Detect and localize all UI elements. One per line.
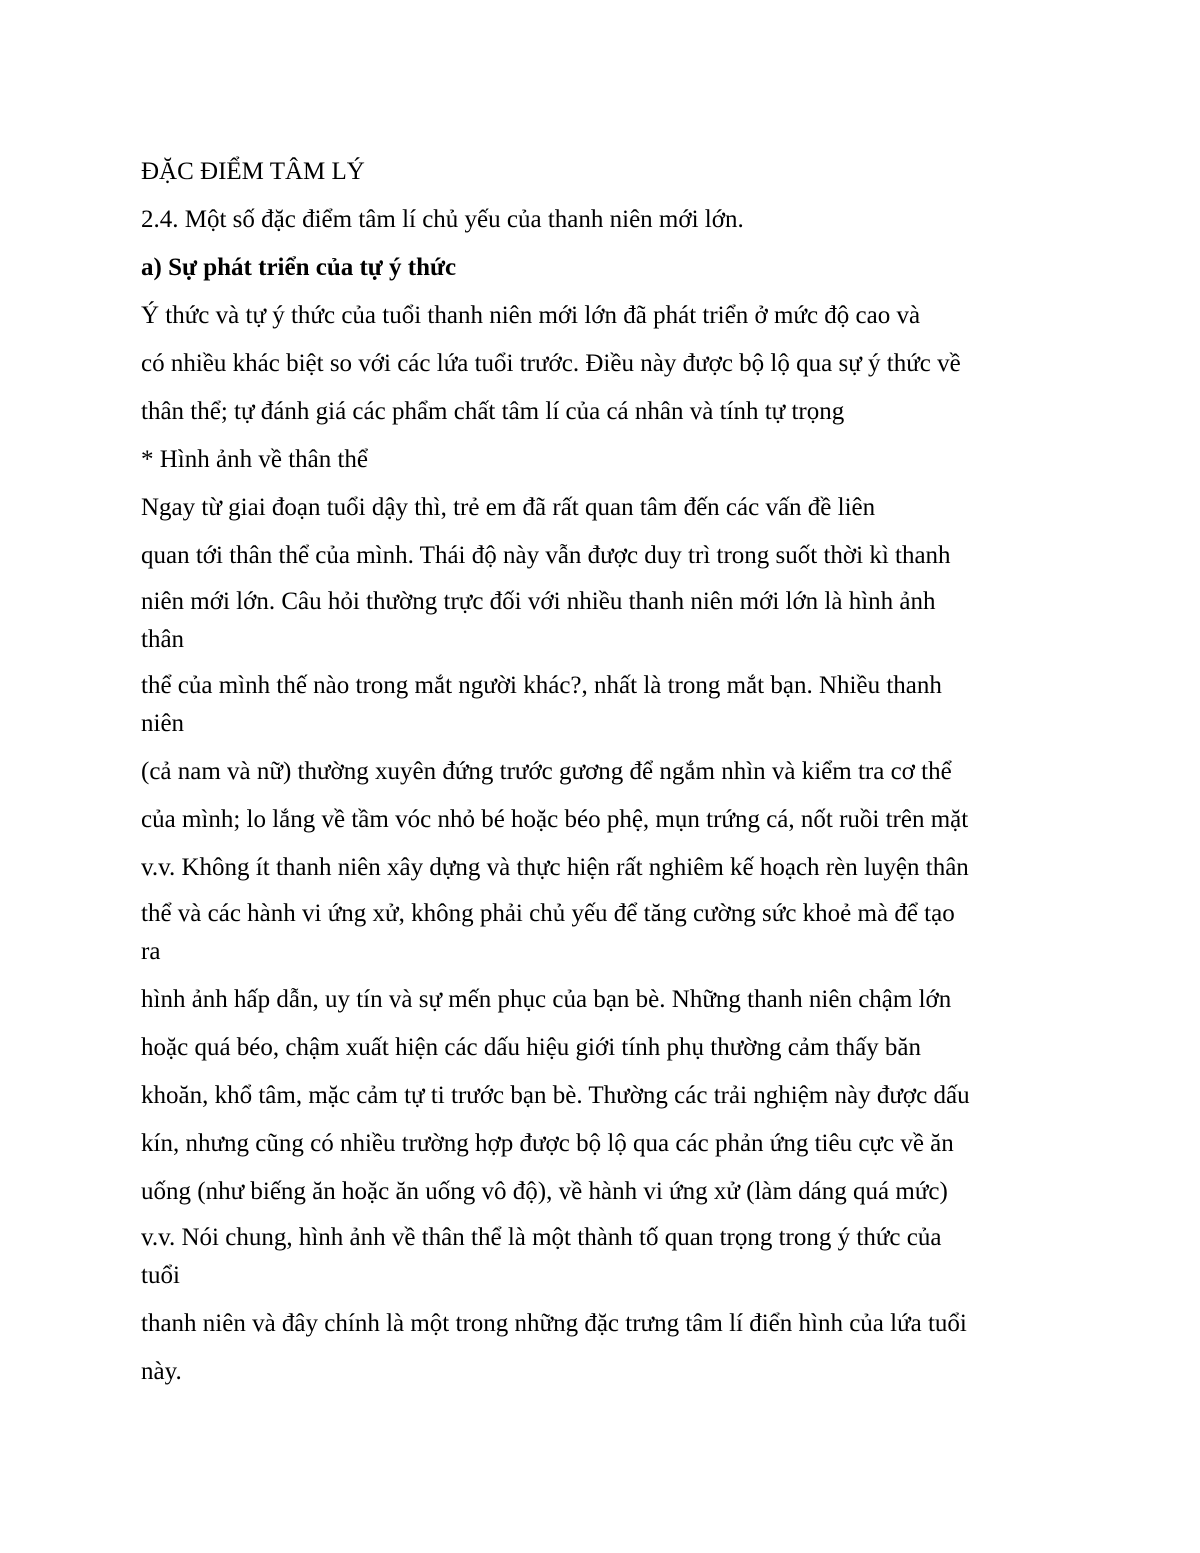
paragraph-2-line: niên mới lớn. Câu hỏi thường trực đối với nhiều thanh niên mới lớn là hình ảnh (141, 588, 936, 615)
paragraph-2-line: Ngay từ giai đoạn tuổi dậy thì, trẻ em đã rất quan tâm đến các vấn đề liên (141, 494, 876, 521)
paragraph-1-line: có nhiều khác biệt so với các lứa tuổi trước. Điều này được bộ lộ qua sự ý thức về (141, 350, 961, 377)
paragraph-2-line: của mình; lo lắng về tầm vóc nhỏ bé hoặc béo phệ, mụn trứng cá, nốt ruồi trên mặt (141, 806, 969, 833)
document-body (141, 152, 1071, 1400)
paragraph-2-line: tuổi (141, 1262, 180, 1289)
paragraph-2-line: niên (141, 710, 185, 737)
paragraph-1-line: thân thể; tự đánh giá các phẩm chất tâm lí của cá nhân và tính tự trọng (141, 398, 845, 425)
document-title: ĐẶC ĐIỂM TÂM LÝ (141, 158, 365, 185)
paragraph-2-line: khoăn, khổ tâm, mặc cảm tự ti trước bạn bè. Thường các trải nghiệm này được dấu (141, 1082, 970, 1109)
subsection-heading: a) Sự phát triển của tự ý thức (141, 254, 457, 281)
section-heading: 2.4. Một số đặc điểm tâm lí chủ yếu của thanh niên mới lớn. (141, 206, 744, 233)
paragraph-2-line: này. (141, 1358, 182, 1385)
paragraph-2-line: thanh niên và đây chính là một trong những đặc trưng tâm lí điển hình của lứa tuổi (141, 1310, 967, 1337)
paragraph-1-line: Ý thức và tự ý thức của tuổi thanh niên mới lớn đã phát triển ở mức độ cao và (141, 302, 921, 329)
paragraph-2-line: (cả nam và nữ) thường xuyên đứng trước gương để ngắm nhìn và kiểm tra cơ thể (141, 758, 952, 785)
paragraph-2-line: v.v. Nói chung, hình ảnh về thân thể là một thành tố quan trọng trong ý thức của (141, 1224, 942, 1251)
paragraph-2-line: uống (như biếng ăn hoặc ăn uống vô độ), về hành vi ứng xử (làm dáng quá mức) (141, 1178, 948, 1205)
paragraph-2-line: thể của mình thế nào trong mắt người khác?, nhất là trong mắt bạn. Nhiều thanh (141, 672, 942, 699)
bullet-heading: * Hình ảnh về thân thể (141, 446, 369, 473)
paragraph-2-line: thể và các hành vi ứng xử, không phải chủ yếu để tăng cường sức khoẻ mà để tạo (141, 900, 955, 927)
paragraph-2-line: v.v. Không ít thanh niên xây dựng và thực hiện rất nghiêm kế hoạch rèn luyện thân (141, 854, 969, 881)
paragraph-2-line: thân (141, 626, 185, 653)
paragraph-2-line: ra (141, 938, 161, 965)
paragraph-2-line: kín, nhưng cũng có nhiều trường hợp được bộ lộ qua các phản ứng tiêu cực về ăn (141, 1130, 954, 1157)
paragraph-2-line: quan tới thân thể của mình. Thái độ này vẫn được duy trì trong suốt thời kì thanh (141, 542, 951, 569)
paragraph-2-line: hoặc quá béo, chậm xuất hiện các dấu hiệu giới tính phụ thường cảm thấy băn (141, 1034, 922, 1061)
paragraph-2-line: hình ảnh hấp dẫn, uy tín và sự mến phục của bạn bè. Những thanh niên chậm lớn (141, 986, 952, 1013)
